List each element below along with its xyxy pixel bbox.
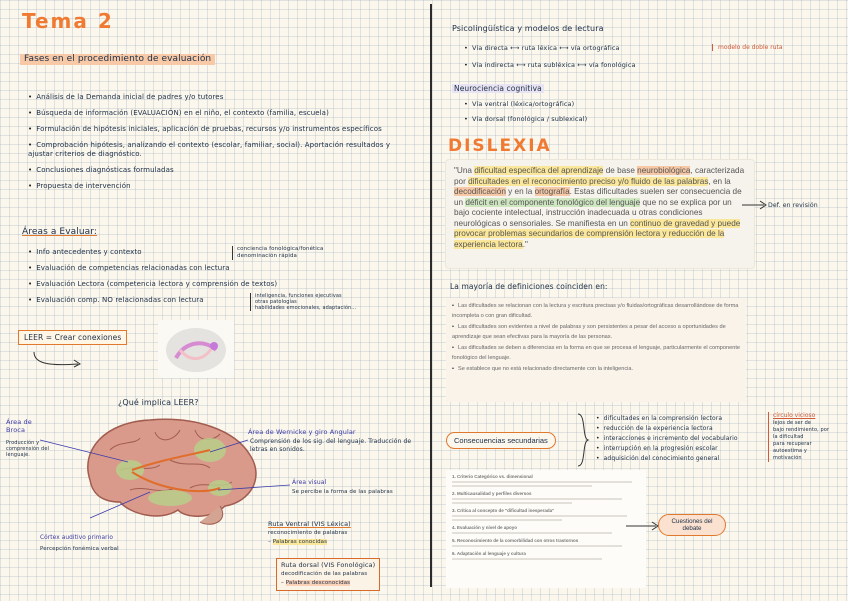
debate-doc: 1. Criterio Categórico vs. dimensional 2. Multicausalidad y perfiles diversos 3. Crítica al concepto de "dificultad inesperada" 4. Evaluación y nivel de apoyo 5. Reconocimiento de la comorbilidad con otros trastornos 6. Adaptación al lenguaje y cultura [446, 470, 646, 588]
ventral-route-note: Ruta Ventral (VIS Léxica) reconocimiento de palabras – Palabras conocidas [268, 520, 351, 545]
phase-item: • Análisis de la Demanda inicial de padres y/o tutores [28, 93, 423, 102]
broca-label: Área de Broca [6, 418, 32, 434]
area-item: • Evaluación de competencias relacionadas con lectura [28, 264, 248, 273]
neuro-title: Neurociencia cognitiva [454, 84, 542, 93]
cuestiones-box: Cuestiones del debate [658, 514, 726, 536]
phase-item: • Propuesta de intervención [28, 182, 423, 191]
broca-desc: Producción y comprensión del lenguaje. [6, 440, 49, 458]
auditory-cortex-desc: Percepción fonémica verbal [40, 546, 119, 552]
wernicke-label: Área de Wernicke y giro Angular [248, 428, 356, 436]
definition-box: "Una dificultad específica del aprendizaje de base neurobiológica, caracterizada por dificultades en el reconocimiento preciso y/o fluido de las palabras, en la decodificación y en la ortografía. Estas dificultades suelen ser consecuencia de un déficit en el componente fonológico del lenguaje que no se explica por un bajo cociente intelectual, instrucción inadecuada u otras condiciones neurológicas o sensoriales. Se manifiesta en un continuo de gravedad y puede provocar problemas secundarios de comprensión lectora y reducción de la experiencia lectora." [446, 160, 754, 268]
psico-list: • Vía directa ⟷ ruta léxica ⟷ vía ortográfica • Vía indirecta ⟷ ruta subléxica ⟷ vía fonológica [464, 44, 636, 70]
phase-item: • Conclusiones diagnósticas formuladas [28, 166, 423, 175]
area-item: • Info antecedentes y contexto [28, 248, 248, 257]
leer-box: LEER = Crear conexiones [18, 330, 127, 345]
areas-note-other: inteligencia, funciones ejecutivas otras patologías habilidades emocionales, adaptación... [250, 293, 356, 311]
phase-item: • Comprobación hipótesis, analizando el contexto (escolar, familiar, social). Aportación resultados y ajustar criterios de diagnóstico. [28, 141, 398, 159]
dislexia-title: DISLEXIA [448, 136, 552, 156]
page-title: Tema 2 [22, 9, 114, 33]
auditory-cortex-label: Córtex auditivo primario [40, 535, 114, 541]
neuro-list: • Vía ventral (léxica/ortográfica) • Vía dorsal (fonológica / sublexical) [464, 100, 587, 124]
brain-pointer-lines [0, 400, 430, 550]
question-text: ¿Qué implica LEER? [118, 398, 199, 407]
definition-part: "Una [454, 166, 475, 175]
dorsal-route-note: Ruta dorsal (VIS Fonológica) decodificación de las palabras – Palabras desconocidas [276, 558, 380, 591]
areas-note-phon: conciencia fonológica/fonética denominación rápida [232, 246, 324, 260]
psico-note: modelo de doble ruta [712, 44, 788, 51]
phases-subtitle: Fases en el procedimiento de evaluación [20, 54, 215, 65]
visual-area-label: Área visual [292, 479, 327, 486]
phase-item: • Búsqueda de información (EVALUACIÓN) en el niño, el contexto (familia, escuela) [28, 109, 423, 118]
page-divider [430, 4, 432, 587]
consecuencias-list: • dificultades en la comprensión lectora • reducción de la experiencia lectora • interacciones e incremento del vocabulario • interrupción en la progresión escolar • adquisición del conocimiento general [596, 414, 738, 464]
curved-arrow-icon [30, 350, 90, 370]
area-item: • Evaluación comp. NO relacionadas con lectura [28, 296, 248, 305]
psico-title: Psicolingüística y modelos de lectura [452, 24, 604, 33]
consecuencias-box: Consecuencias secundarias [446, 432, 556, 449]
connection-image [158, 320, 234, 378]
area-item: • Evaluación Lectora (competencia lectora y comprensión de textos) [28, 280, 248, 289]
areas-list [28, 248, 278, 305]
brace-icon [574, 412, 594, 468]
mayoria-title: La mayoría de definiciones coinciden en: [450, 282, 608, 291]
wernicke-desc: Comprensión de los sig. del lenguaje. Traducción de letras en sonidos. [250, 438, 412, 453]
visual-area-desc: Se percibe la forma de las palabras [292, 489, 393, 495]
circulo-note: círculo vicioso lejos de ser de bajo rendimiento, por la dificultad para recuperar autoestima y motivación [768, 412, 829, 462]
phases-list [28, 93, 423, 191]
phase-item: • Formulación de hipótesis iniciales, aplicación de pruebas, recursos y/o instrumentos específicos [28, 125, 423, 134]
mayoria-list: • Las dificultades se relacionan con la lectura y escritura precisas y/o fluidas/ortográficas desarrollándose de forma incompleta o con gran dificultad. • Las dificultades son evidentes a nivel de palabras y son persistentes a pesar del acceso a oportunidades de aprendizaje que sean efectivas para la mayoría de las personas. • Las dificultades se deben a diferencias en la forma en que se procesa el lenguaje, particularmente el componente fonológico del lenguaje. • Se establece que no está relacionado directamente con la inteligencia. [446, 298, 746, 402]
arrow-right-icon [742, 200, 768, 210]
areas-title: Áreas a Evaluar: [22, 227, 98, 237]
arrow-right-icon [626, 521, 660, 531]
definition-note: Def. en revisión [768, 202, 818, 209]
